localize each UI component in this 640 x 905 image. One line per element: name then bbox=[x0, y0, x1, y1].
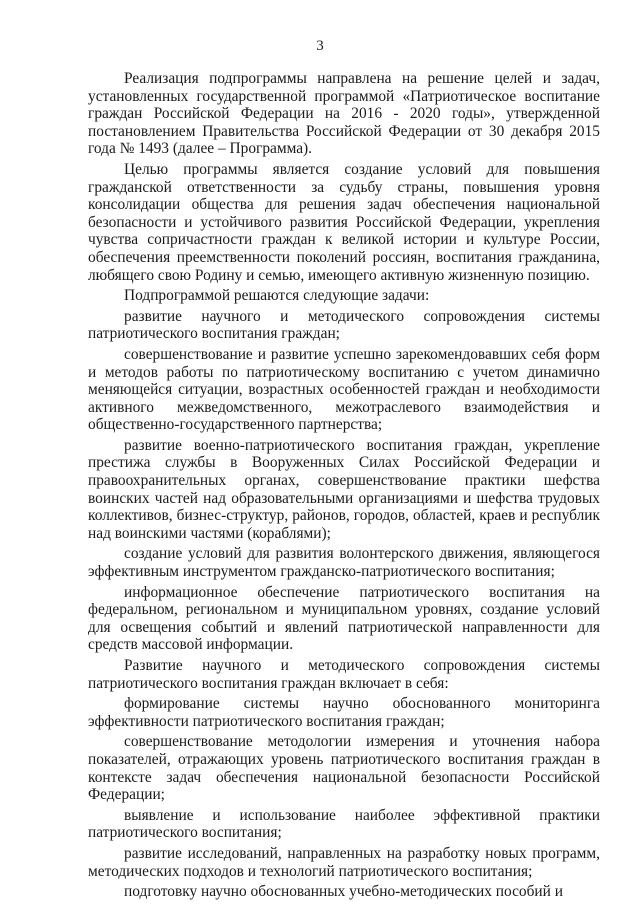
paragraph-5: совершенствование и развитие успешно зарекомендовавших себя форм и методов работы по патриотическому воспитанию с учетом динамично меняющейся ситуации, возрастных особенностей граждан и необходимости активного межведомственного, межотраслевого взаимодействия и общественно-государственного партнерства; bbox=[88, 345, 600, 434]
paragraph-2: Целью программы является создание условий для повышения гражданской ответственности за судьбу страны, повышения уровня консолидации общества для решения задач обеспечения национальной безопасности и устойчивого развития Российской Федерации, укрепления чувства сопричастности граждан к великой истории и культуре России, обеспечения преемственности поколений россиян, воспитания гражданина, любящего свою Родину и семью, имеющего активную жизненную позицию. bbox=[88, 160, 600, 284]
paragraph-12: выявление и использование наиболее эффективной практики патриотического воспитания; bbox=[88, 806, 600, 842]
paragraph-14: подготовку научно обоснованных учебно-методических пособий и bbox=[124, 883, 563, 901]
paragraph-11: совершенствование методологии измерения и уточнения набора показателей, отражающих уровень патриотического воспитания граждан в контексте задач обеспечения национальной безопасности Российской Федерации; bbox=[88, 733, 600, 804]
paragraph-8: информационное обеспечение патриотического воспитания на федеральном, региональном и муниципальном уровнях, создание условий для освещения событий и явлений патриотической направленности для средств массовой информации. bbox=[88, 583, 600, 654]
document-body bbox=[88, 70, 600, 904]
paragraph-7: создание условий для развития волонтерского движения, являющегося эффективным инструментом гражданско-патриотического воспитания; bbox=[88, 545, 600, 581]
page-number: 3 bbox=[316, 38, 324, 54]
paragraph-3: Подпрограммой решаются следующие задачи: bbox=[124, 287, 430, 305]
paragraph-4: развитие научного и методического сопровождения системы патриотического воспитания граждан; bbox=[88, 307, 600, 343]
paragraph-9: Развитие научного и методического сопровождения системы патриотического воспитания граждан включает в себя: bbox=[88, 657, 600, 692]
paragraph-13: развитие исследований, направленных на разработку новых программ, методических подходов и технологий патриотического воспитания; bbox=[88, 844, 600, 880]
paragraph-1: Реализация подпрограммы направлена на решение целей и задач, установленных государственной программой «Патриотическое воспитание граждан Российской Федерации на 2016 - 2020 годы», утвержденной постановлением Правительства Российской Федерации от 30 декабря 2015 года № 1493 (далее – Программа). bbox=[88, 70, 600, 158]
paragraph-6: развитие военно-патриотического воспитания граждан, укрепление престижа службы в Вооруженных Силах Российской Федерации и правоохранительных органах, совершенствование практики шефства воинских частей над образовательными организациями и шефства трудовых коллективов, бизнес-структур, районов, городов, областей, краев и республик над воинскими частями (кораблями); bbox=[88, 436, 600, 542]
paragraph-10: формирование системы научно обоснованного мониторинга эффективности патриотического воспитания граждан; bbox=[88, 695, 600, 730]
